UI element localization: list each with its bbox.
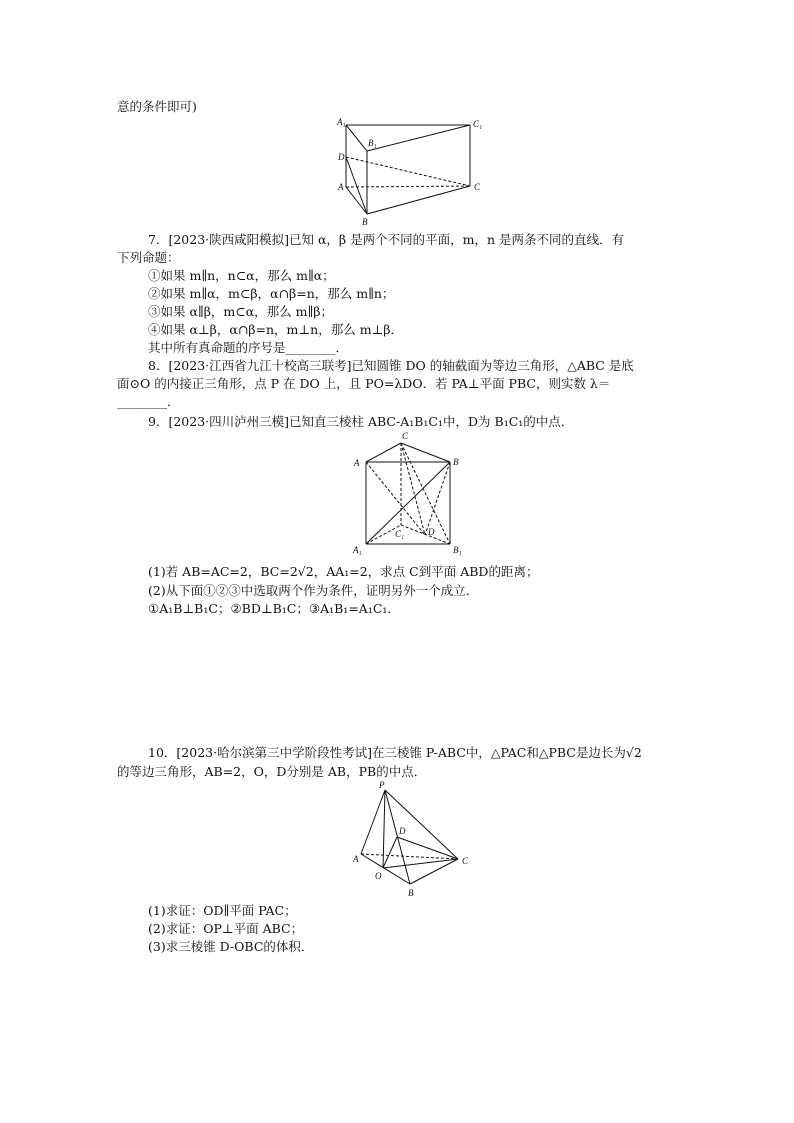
line-p-o bbox=[383, 790, 385, 868]
edge-b-c bbox=[367, 186, 470, 214]
edge-a-c bbox=[366, 443, 401, 462]
question-10-part-3: (3)求三棱锥 D-OBC的体积． bbox=[148, 939, 314, 954]
question-10-part-1: (1)求证：OD∥平面 PAC； bbox=[148, 903, 297, 918]
label-D: D bbox=[428, 527, 435, 537]
edge-a-c-hidden bbox=[346, 186, 470, 187]
tetrahedron-figure-3 bbox=[345, 780, 475, 900]
label-B: B bbox=[362, 217, 368, 227]
line-b-d-hidden bbox=[425, 462, 450, 535]
edge-d-c-hidden bbox=[346, 157, 470, 186]
question-9-conditions: ①A₁B⊥B₁C；②BD⊥B₁C；③A₁B₁=A₁C₁． bbox=[148, 601, 400, 616]
question-10-stem: 10．[2023·哈尔滨第三中学阶段性考试]在三棱锥 P-ABC中，△PAC和△PBC是边长为√2 bbox=[148, 745, 642, 760]
question-7-stem: 7．[2023·陕西咸阳模拟]已知 α，β 是两个不同的平面，m，n 是两条不同的直线．有 bbox=[148, 232, 624, 247]
edge-a-b bbox=[346, 187, 367, 214]
question-9-stem: 9．[2023·四川泸州三模]已知直三棱柱 ABC-A₁B₁C₁中，D为 B₁C₁的中点． bbox=[148, 414, 574, 429]
diag-a1-b bbox=[366, 462, 450, 544]
edge-b1-c1 bbox=[367, 125, 470, 151]
label-C: C bbox=[474, 182, 481, 192]
text-line-condition: 意的条件即可) bbox=[117, 99, 197, 114]
line-c-d-hidden bbox=[401, 443, 425, 535]
label-C1: C₁ bbox=[395, 529, 405, 539]
prism-figure-1 bbox=[330, 112, 490, 232]
edge-d-b bbox=[346, 157, 367, 214]
label-B: B bbox=[453, 457, 459, 467]
edge-a1-b1 bbox=[346, 125, 367, 151]
label-B: B bbox=[408, 888, 414, 898]
label-B1: B₁ bbox=[453, 545, 462, 555]
question-8-stem-cont: 面⊙O 的内接正三角形，点 P 在 DO 上，且 PO=λDO．若 PA⊥平面 PBC，则实数 λ＝ bbox=[117, 376, 611, 391]
edge-p-a bbox=[361, 790, 385, 854]
prism-figure-2 bbox=[350, 430, 470, 560]
question-7-answer-blank: 其中所有真命题的序号是________． bbox=[148, 340, 349, 355]
edge-p-c bbox=[385, 790, 458, 859]
edge-a-b bbox=[361, 854, 410, 884]
question-7-proposition-2: ②如果 m∥α，m⊂β，α∩β=n，那么 m∥n； bbox=[148, 286, 395, 301]
label-A: A bbox=[353, 854, 359, 864]
label-B1: B₁ bbox=[368, 138, 377, 148]
label-O: O bbox=[375, 871, 382, 881]
question-9-part-1: (1)若 AB=AC=2，BC=2√2，AA₁=2，求点 C到平面 ABD的距离； bbox=[148, 564, 539, 579]
question-9-part-2: (2)从下面①②③中选取两个作为条件，证明另外一个成立． bbox=[148, 583, 479, 598]
question-8-stem: 8．[2023·江西省九江十校高三联考]已知圆锥 DO 的轴截面为等边三角形，△ABC 是底 bbox=[148, 358, 634, 373]
edge-b-c bbox=[410, 859, 458, 884]
label-A: A bbox=[338, 182, 344, 192]
label-A: A bbox=[354, 458, 360, 468]
question-8-answer-blank: ________． bbox=[117, 394, 180, 409]
label-D: D bbox=[399, 826, 406, 836]
label-A1: A₁ bbox=[337, 117, 346, 127]
line-o-c bbox=[383, 859, 458, 868]
diag-c-b1-hidden bbox=[401, 443, 450, 544]
label-P: P bbox=[379, 780, 385, 790]
question-10-stem-cont: 的等边三角形，AB=2，O，D分别是 AB，PB的中点． bbox=[117, 764, 427, 779]
question-10-part-2: (2)求证：OP⊥平面 ABC； bbox=[148, 921, 304, 936]
line-d-c bbox=[397, 837, 458, 859]
edge-a-c-hidden bbox=[361, 854, 458, 859]
label-D: D bbox=[338, 152, 345, 162]
label-C: C bbox=[462, 856, 469, 866]
question-7-proposition-1: ①如果 m∥n，n⊂α，那么 m∥α； bbox=[148, 268, 335, 283]
label-A1: A₁ bbox=[353, 545, 362, 555]
question-7-proposition-4: ④如果 α⊥β，α∩β=n，m⊥n，那么 m⊥β． bbox=[148, 322, 404, 337]
question-7-stem-cont: 下列命题： bbox=[117, 250, 180, 265]
line-o-d bbox=[383, 837, 397, 868]
question-7-proposition-3: ③如果 α∥β，m⊂α，那么 m∥β； bbox=[148, 304, 334, 319]
label-C1: C₁ bbox=[473, 119, 483, 129]
line-a-d-hidden bbox=[366, 462, 425, 535]
label-C: C bbox=[402, 431, 409, 441]
